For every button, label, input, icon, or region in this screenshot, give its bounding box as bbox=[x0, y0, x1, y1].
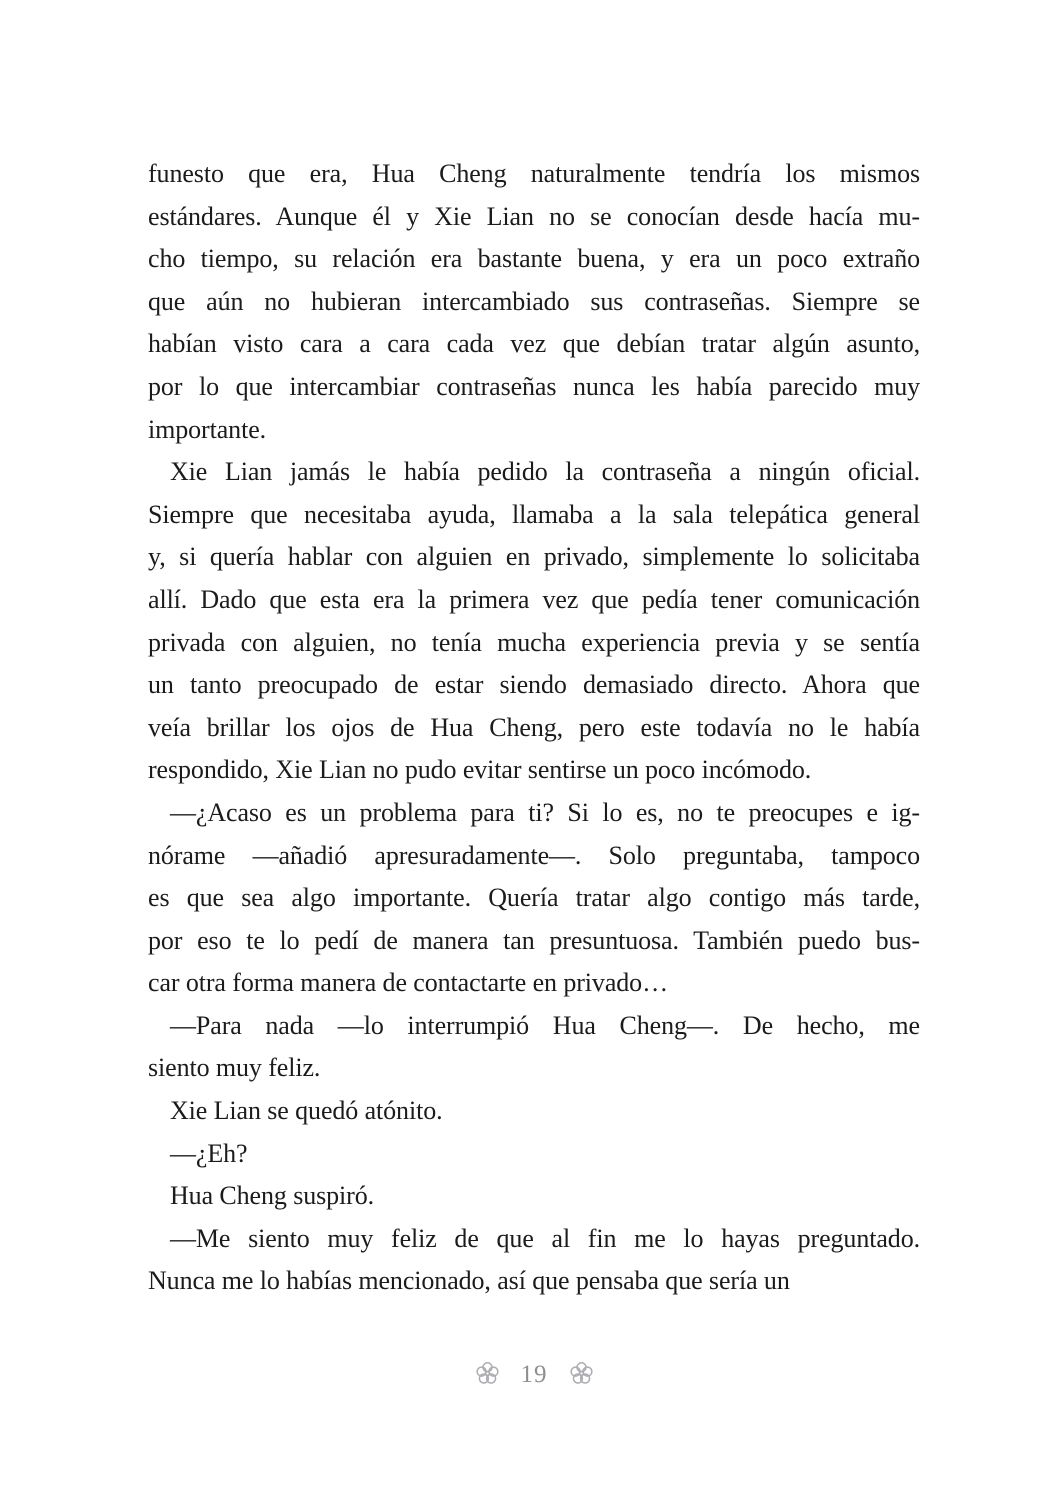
paragraph bbox=[148, 153, 920, 451]
text-line: —¿Eh? bbox=[170, 1138, 248, 1168]
text-line: car otra forma manera de contactarte en privado… bbox=[148, 968, 668, 998]
text-line: —Me siento muy feliz de que al fin me lo hayas preguntado. bbox=[170, 1223, 920, 1253]
text-line: Siempre que necesitaba ayuda, llamaba a la sala telepática general bbox=[148, 499, 920, 529]
text-line: Xie Lian se quedó atónito. bbox=[170, 1096, 443, 1126]
paragraph bbox=[148, 451, 920, 792]
text-line: Hua Cheng suspiró. bbox=[170, 1181, 375, 1211]
text-line: que aún no hubieran intercambiado sus contraseñas. Siempre se bbox=[148, 286, 920, 316]
text-line: privada con alguien, no tenía mucha experiencia previa y se sentía bbox=[148, 627, 920, 657]
flower-ornament-right-icon bbox=[568, 1360, 595, 1387]
paragraph bbox=[148, 1133, 920, 1176]
text-line: veía brillar los ojos de Hua Cheng, pero este todavía no le había bbox=[148, 712, 920, 742]
text-line: por eso te lo pedí de manera tan presuntuosa. También puedo bus- bbox=[148, 925, 920, 955]
text-line: respondido, Xie Lian no pudo evitar sentirse un poco incómodo. bbox=[148, 755, 812, 785]
paragraph bbox=[148, 792, 920, 1005]
paragraph bbox=[148, 1090, 920, 1133]
text-line: Nunca me lo habías mencionado, así que pensaba que sería un bbox=[148, 1266, 790, 1296]
text-line: —¿Acaso es un problema para ti? Si lo es, no te preocupes e ig- bbox=[170, 797, 920, 827]
text-line: habían visto cara a cara cada vez que debían tratar algún asunto, bbox=[148, 329, 920, 359]
text-line: un tanto preocupado de estar siendo demasiado directo. Ahora que bbox=[148, 670, 920, 700]
paragraph bbox=[148, 1175, 920, 1218]
page-number: 19 bbox=[520, 1361, 548, 1388]
page-footer bbox=[148, 1356, 920, 1390]
paragraph bbox=[148, 1005, 920, 1090]
text-line: cho tiempo, su relación era bastante buena, y era un poco extraño bbox=[148, 244, 920, 274]
body-text bbox=[148, 153, 920, 1303]
text-line: es que sea algo importante. Quería tratar algo contigo más tarde, bbox=[148, 883, 920, 913]
text-line: y, si quería hablar con alguien en privado, simplemente lo solicitaba bbox=[148, 542, 920, 572]
text-line: nórame —añadió apresuradamente—. Solo preguntaba, tampoco bbox=[148, 840, 920, 870]
text-line: estándares. Aunque él y Xie Lian no se conocían desde hacía mu- bbox=[148, 201, 920, 231]
flower-ornament-left-icon bbox=[474, 1360, 501, 1387]
text-line: por lo que intercambiar contraseñas nunca les había parecido muy bbox=[148, 371, 920, 401]
text-line: siento muy feliz. bbox=[148, 1053, 321, 1083]
text-line: —Para nada —lo interrumpió Hua Cheng—. De hecho, me bbox=[170, 1010, 920, 1040]
paragraph bbox=[148, 1218, 920, 1303]
text-line: importante. bbox=[148, 414, 267, 444]
text-line: allí. Dado que esta era la primera vez que pedía tener comunicación bbox=[148, 584, 920, 614]
text-line: funesto que era, Hua Cheng naturalmente tendría los mismos bbox=[148, 159, 920, 188]
text-line: Xie Lian jamás le había pedido la contraseña a ningún oficial. bbox=[170, 457, 920, 487]
